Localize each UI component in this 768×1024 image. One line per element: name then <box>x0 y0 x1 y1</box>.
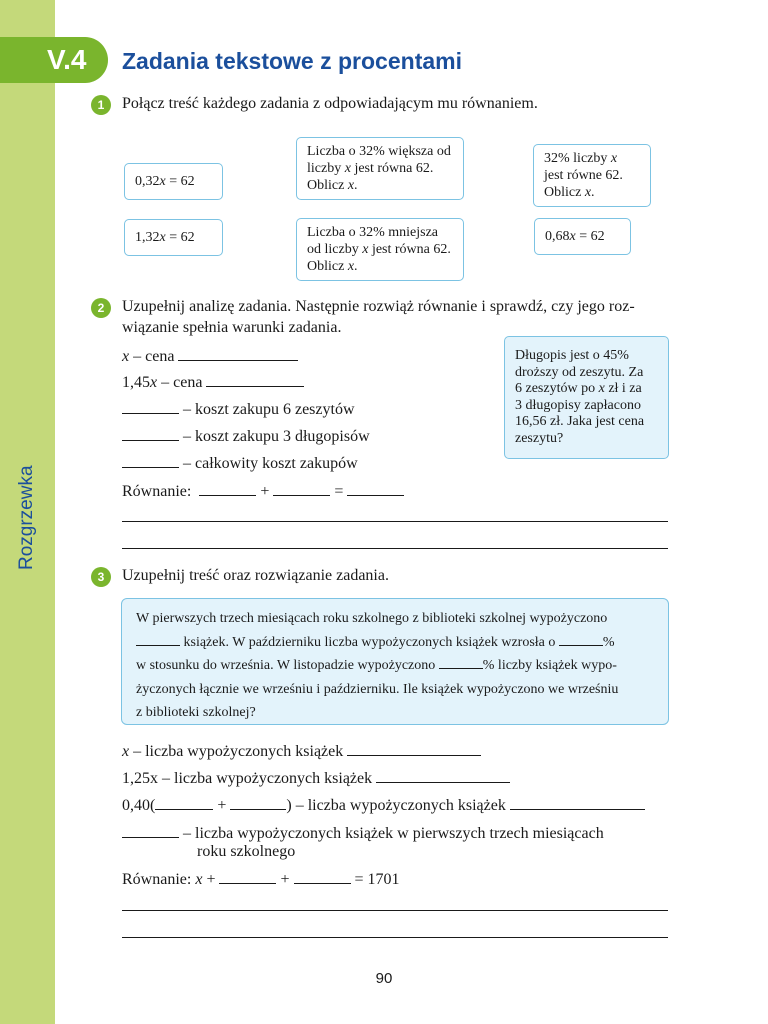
page-title: Zadania tekstowe z procentami <box>122 48 462 74</box>
solution-text: 1,25x – liczba wypożyczonych książek <box>122 770 373 787</box>
story-text: w stosunku do września. W listopadzie wypożyczono <box>136 658 439 673</box>
solution-row-1 <box>122 741 481 761</box>
statement-text: Oblicz <box>307 178 348 193</box>
equation-rhs: = 62 <box>575 229 605 244</box>
task-2-instruction-line-1: Uzupełnij analizę zadania. Następnie rozwiąż równanie i sprawdź, czy jego roz- <box>122 298 635 315</box>
answer-line[interactable] <box>122 521 668 522</box>
analysis-row-5 <box>122 453 358 473</box>
plus-sign: + <box>202 871 220 888</box>
answer-blank[interactable] <box>219 869 276 884</box>
solution-text: 0,40( <box>122 797 156 814</box>
problem-line: zeszytu? <box>515 430 564 446</box>
problem-text: zł i za <box>604 381 642 396</box>
analysis-text: – koszt zakupu 6 zeszytów <box>179 401 355 418</box>
story-text: książek. W październiku liczba wypożyczonych książek wzrosła o <box>180 634 559 650</box>
story-line: z biblioteki szkolnej? <box>136 705 256 720</box>
analysis-text: – cena <box>157 374 203 391</box>
story-text: % <box>602 634 615 650</box>
answer-blank[interactable] <box>273 481 330 496</box>
statement-line: Liczba o 32% mniejsza <box>307 225 439 240</box>
statement-box-1[interactable] <box>296 137 464 200</box>
statement-text: jest równa 62. <box>350 161 434 176</box>
answer-blank[interactable] <box>294 869 351 884</box>
story-blank[interactable] <box>439 655 483 669</box>
analysis-text: – całkowity koszt zakupów <box>179 455 358 472</box>
statement-box-2[interactable] <box>296 218 464 281</box>
story-line: W pierwszych trzech miesiącach roku szkolnego z biblioteki szkolnej wypożyczono <box>136 611 608 626</box>
analysis-row-3 <box>122 399 355 419</box>
statement-text: liczby <box>307 161 345 176</box>
answer-blank[interactable] <box>122 453 179 468</box>
story-blank[interactable] <box>136 632 180 646</box>
task-2-number-badge: 2 <box>91 298 111 318</box>
plus-sign: + <box>276 871 294 888</box>
analysis-var: x <box>150 374 158 391</box>
answer-blank[interactable] <box>510 795 645 810</box>
statement-var: x <box>347 259 355 274</box>
task-1-instruction: Połącz treść każdego zadania z odpowiadającym mu równaniem. <box>122 95 538 112</box>
solution-var: x <box>122 743 130 760</box>
statement-text: . <box>591 185 595 200</box>
story-blank[interactable] <box>559 632 603 646</box>
statement-text: . <box>354 178 358 193</box>
task-2-instruction-line-2: wiązanie spełnia warunki zadania. <box>122 319 342 336</box>
equation-label: Równanie: <box>122 871 196 888</box>
analysis-text: – koszt zakupu 3 długopisów <box>179 428 370 445</box>
problem-line: Długopis jest o 45% <box>515 348 629 363</box>
story-text: % liczby książek wypo- <box>482 658 617 673</box>
answer-blank[interactable] <box>122 399 179 414</box>
statement-text: Oblicz <box>307 259 348 274</box>
solution-row-4 <box>122 823 604 843</box>
answer-blank[interactable] <box>347 481 404 496</box>
solution-text: – liczba wypożyczonych książek w pierwszych trzech miesiącach <box>179 825 604 842</box>
statement-line: Liczba o 32% większa od <box>307 144 451 159</box>
equation-var: x <box>159 230 166 245</box>
analysis-text: – cena <box>129 348 175 365</box>
answer-line[interactable] <box>122 937 668 938</box>
statement-line: jest równe 62. <box>544 168 623 183</box>
problem-var: x <box>598 381 605 396</box>
equation-rhs: = 62 <box>165 230 195 245</box>
equation-rhs: = 62 <box>165 174 195 189</box>
story-line: życzonych łącznie we wrześniu i październiku. Ile książek wypożyczono we wrześniu <box>136 681 619 697</box>
equation-label: Równanie: <box>122 483 192 500</box>
answer-line[interactable] <box>122 910 668 911</box>
analysis-row-2 <box>122 372 304 392</box>
equation-box-3[interactable] <box>534 218 631 255</box>
statement-text: jest równa 62. <box>368 242 451 257</box>
statement-text: 32% liczby <box>544 151 611 166</box>
task-2-equation <box>122 481 404 501</box>
statement-var: x <box>362 242 369 257</box>
solution-row-2 <box>122 768 510 788</box>
problem-line: droższy od zeszytu. Za <box>515 364 644 380</box>
statement-var: x <box>610 151 618 166</box>
statement-var: x <box>344 161 351 176</box>
equation-rhs: = 1701 <box>350 871 400 888</box>
solution-row-3 <box>122 795 645 815</box>
task-1-number-badge: 1 <box>91 95 111 115</box>
equation-var: x <box>569 229 576 244</box>
solution-row-4-continued: roku szkolnego <box>197 843 296 860</box>
plus-sign: + <box>217 797 227 814</box>
analysis-row-1 <box>122 346 298 366</box>
analysis-var: x <box>122 348 130 365</box>
answer-blank[interactable] <box>199 481 256 496</box>
answer-blank[interactable] <box>206 372 304 387</box>
problem-line: 16,56 zł. Jaka jest cena <box>515 414 645 429</box>
section-number-tab: V.4 <box>0 37 108 83</box>
equals-sign: = <box>334 483 344 500</box>
answer-blank[interactable] <box>122 823 179 838</box>
equation-box-1[interactable] <box>124 163 223 200</box>
equation-coef: 1,32 <box>135 230 160 245</box>
task-3-equation <box>122 869 400 889</box>
equation-var: x <box>195 871 203 888</box>
equation-box-2[interactable] <box>124 219 223 256</box>
answer-blank[interactable] <box>178 346 298 361</box>
page-number: 90 <box>375 970 393 987</box>
analysis-coef: 1,45 <box>122 374 150 391</box>
statement-var: x <box>584 185 592 200</box>
answer-line[interactable] <box>122 548 668 549</box>
statement-text: Oblicz <box>544 185 585 200</box>
plus-sign: + <box>260 483 270 500</box>
statement-var: x <box>347 178 355 193</box>
answer-blank[interactable] <box>155 795 213 810</box>
statement-box-3[interactable] <box>533 144 651 207</box>
equation-coef: 0,32 <box>135 174 160 189</box>
task-2-problem-box <box>504 336 669 459</box>
statement-text: . <box>354 259 358 274</box>
solution-text: – liczba wypożyczonych książek <box>129 743 344 760</box>
problem-text: 6 zeszytów po <box>515 381 599 396</box>
task-3-story-box <box>121 598 669 725</box>
answer-blank[interactable] <box>230 795 286 810</box>
answer-blank[interactable] <box>122 426 179 441</box>
statement-text: od liczby <box>307 242 363 257</box>
task-3-number-badge: 3 <box>91 567 111 587</box>
problem-line: 3 długopisy zapłacono <box>515 397 641 413</box>
answer-blank[interactable] <box>376 768 510 783</box>
solution-text: ) – liczba wypożyczonych książek <box>286 797 506 814</box>
equation-coef: 0,68 <box>545 229 570 244</box>
task-3-instruction: Uzupełnij treść oraz rozwiązanie zadania. <box>122 567 389 584</box>
answer-blank[interactable] <box>347 741 481 756</box>
analysis-row-4 <box>122 426 370 446</box>
equation-var: x <box>159 174 166 189</box>
sidebar-label: Rozgrzewka <box>16 465 37 570</box>
